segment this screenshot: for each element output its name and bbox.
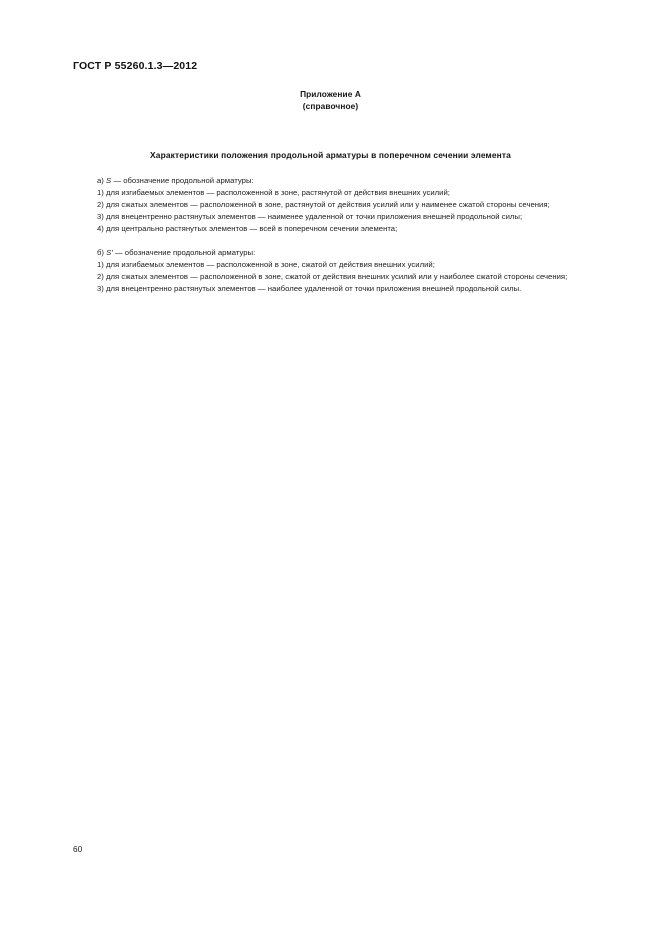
group-b-lead-paragraph [73,247,588,259]
group-a-item-1: 1) для изгибаемых элементов — расположенной в зоне, растянутой от действия внешних усилий; [97,188,450,197]
group-a-item-4: 4) для центрально растянутых элементов — всей в поперечном сечении элемента; [97,224,398,233]
body-text-area [73,175,588,295]
page-number: 60 [73,844,83,854]
paragraph-group-separator [73,235,588,247]
section-heading: Характеристики положения продольной арматуры в поперечном сечении элемента [150,150,511,160]
group-a-item-3: 3) для внецентренно растянутых элементов — наименее удаленной от точки приложения внешней продольной силы; [97,212,523,221]
group-b-marker: б) [97,248,107,257]
annex-caption-block [0,88,661,112]
group-a-lead-text: — обозначение продольной арматуры: [111,176,254,185]
group-b-lead-text: — обозначение продольной арматуры: [112,248,256,257]
annex-title: Приложение А [300,89,361,99]
group-b-item-2: 2) для сжатых элементов — расположенной в зоне, сжатой от действия внешних усилий или у наиболее сжатой стороны сечения; [97,272,568,281]
group-a-item-2: 2) для сжатых элементов — расположенной в зоне, растянутой от действия усилий или у наименее сжатой стороны сечения; [97,200,550,209]
running-header-standard-number: ГОСТ Р 55260.1.3—2012 [73,60,198,72]
group-a-symbol: S [106,176,112,185]
group-b-item-1: 1) для изгибаемых элементов — расположенной в зоне, сжатой от действия внешних усилий; [97,260,435,269]
group-a-lead-paragraph [73,175,588,187]
group-b-symbol: S′ [106,248,113,257]
group-a-marker: а) [97,176,107,185]
group-b-item-3: 3) для внецентренно растянутых элементов — наиболее удаленной от точки приложения внешней продольной силы. [97,284,522,293]
annex-subtitle: (справочное) [302,101,359,111]
